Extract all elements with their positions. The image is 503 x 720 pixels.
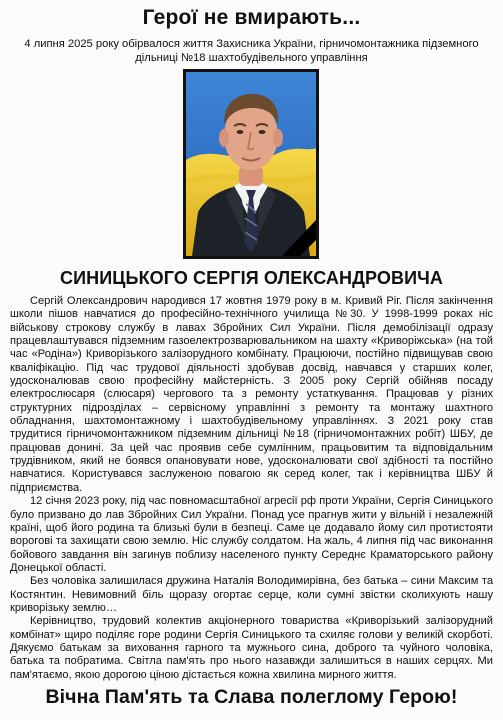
biography-text <box>10 295 493 682</box>
biography-paragraph: Керівництво, трудовий колектив акціонерного товариства «Криворізький залізорудний комбінат» щиро поділяє горе родини Сергія Синицького та схиляє голови у великій скорботі. Дякуємо батькам за виховання гарного та мужнього сина, доброго та чуйного чоловіка, батька та побратима. Світла пам'ять про нього назавжди залишиться в наших серцях. Ми пам'ятаємо, якою дорогою ціною дістається кожна хвилина мирного життя. <box>10 615 493 681</box>
portrait-illustration <box>186 72 316 256</box>
biography-paragraph: Сергій Олександрович народився 17 жовтня 1979 року в м. Кривий Ріг. Після закінчення школи пішов навчатися до професійно-технічного училища №30. У 1998-1999 роках ніс військову строкову службу в лавах Збройних Сил України. Після демобілізації одразу працевлаштувався підземним газоелектрозварювальником на шахту «Криворіжська» (на той час «Родіна») Криворізького залізорудного комбінату. Працюючи, постійно підвищував свою кваліфікацію. Під час трудової діяльності здобував досвід, навчався у старших колег, удосконалював свою професійну майстерність. З 2005 року Сергій обійняв посаду електрослюсаря (слюсаря) чергового та з ремонту устаткування. Працював у різних структурних підрозділах – сервісному управлінні з ремонту та монтажу шахтного обладнання, шахтомонтажному і шахтобудівельному управліннях. З 2021 року став трудитися гірничомонтажником підземним дільниці №18 (гірничомонтажних робіт) ШБУ, де працював донині. За цей час проявив себе сумлінним, працьовитим та відповідальним трудівником, який не боявся опановувати нове, удосконалювати свої здібності та постійно навчатися. Користувався заслуженою повагою як серед колег, так і керівництва ШБУ й підприємства. <box>10 295 493 494</box>
memorial-slogan: Вічна Пам'ять та Слава полеглому Герою! <box>45 686 458 708</box>
announcement-subtitle: 4 липня 2025 року обірвалося життя Захисника України, гірничомонтажника підземного дільниці №18 шахтобудівельного управління <box>24 38 479 64</box>
portrait-frame <box>183 69 319 259</box>
portrait-photo <box>186 72 316 256</box>
deceased-name: СИНИЦЬКОГО СЕРГІЯ ОЛЕКСАНДРОВИЧА <box>60 268 443 288</box>
page-title: Герої не вмирають... <box>142 6 361 29</box>
biography-paragraph: 12 січня 2023 року, під час повномасштабної агресії рф проти України, Сергія Синицького було призвано до лав Збройних Сил України. Понад усе прагнув жити у вільній і незалежній країні, щоб його родина та близькі були в безпеці. Саме це додавало йому сил протистояти ворогові та захищати свою землю. Ніс службу солдатом. На жаль, 4 липня під час виконання бойового завдання він загинув поблизу населеного пункту Середнє Краматорського району Донецької області. <box>10 495 493 574</box>
biography-paragraph: Без чоловіка залишилася дружина Наталія Володимирівна, без батька – сини Максим та Костянтин. Невимовний біль щоразу огортає серце, коли сумні звістки сколихують нашу криворізьку землю… <box>10 575 493 614</box>
